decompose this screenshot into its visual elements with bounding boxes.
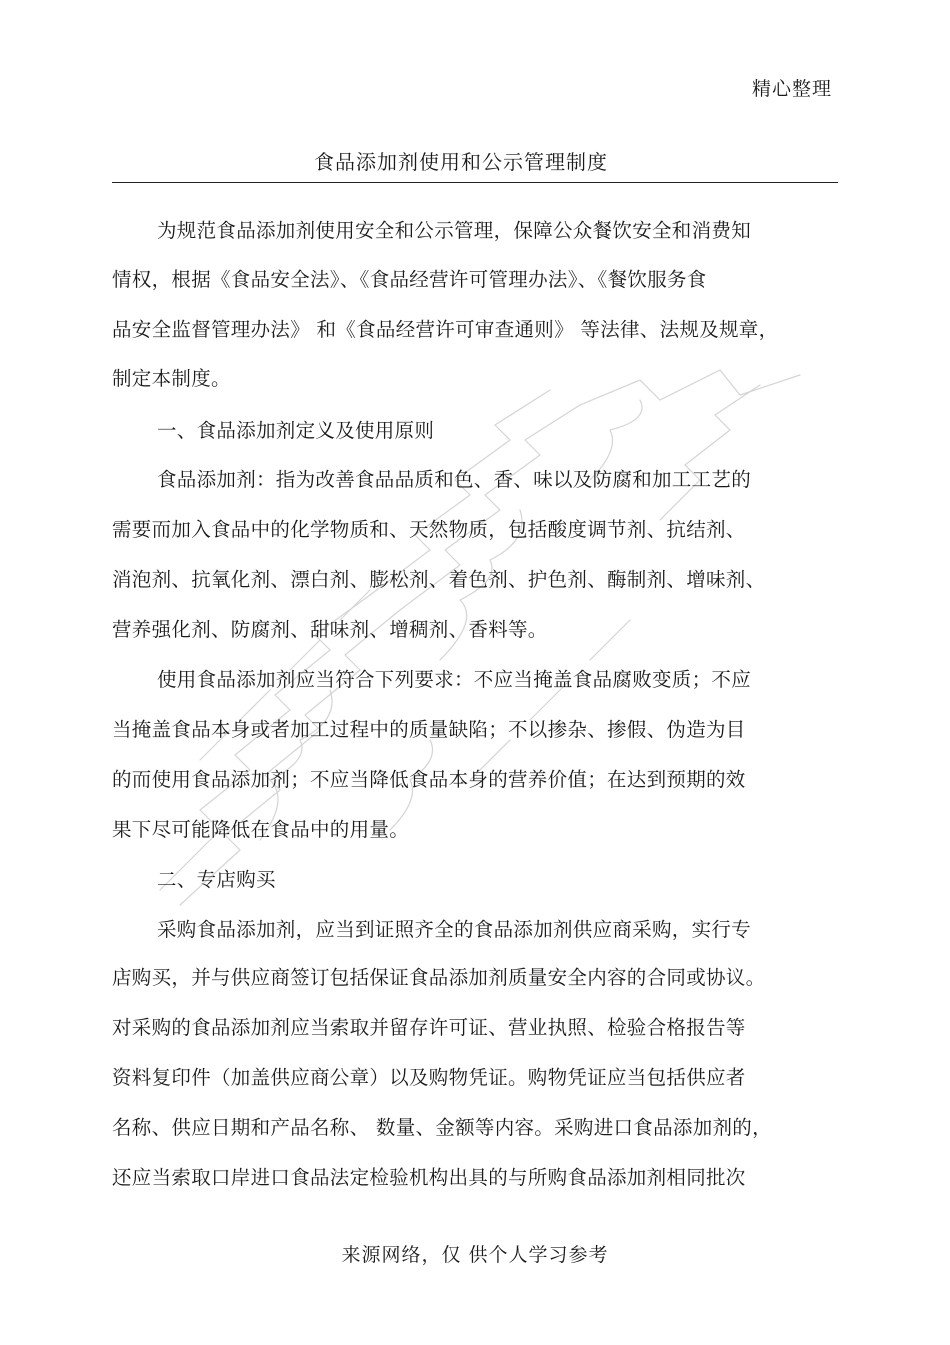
paragraph-line: 制定本制度。 — [112, 367, 231, 390]
paragraph-line: 需要而加入食品中的化学物质和、天然物质，包括酸度调节剂、抗结剂、 — [112, 518, 746, 541]
paragraph-line: 果下尽可能降低在食品中的用量。 — [112, 818, 410, 841]
title-divider — [112, 182, 838, 183]
section-heading: 一、食品添加剂定义及使用原则 — [157, 419, 435, 442]
paragraph-line: 使用食品添加剂应当符合下列要求：不应当掩盖食品腐败变质；不应 — [157, 668, 752, 691]
paragraph-line: 名称、供应日期和产品名称、 数量、金额等内容。采购进口食品添加剂的， — [112, 1116, 772, 1139]
paragraph-line: 对采购的食品添加剂应当索取并留存许可证、营业执照、检验合格报告等 — [112, 1016, 746, 1039]
document-title: 食品添加剂使用和公示管理制度 — [314, 150, 608, 174]
paragraph-line: 店购买，并与供应商签订包括保证食品添加剂质量安全内容的合同或协议。 — [112, 966, 766, 989]
section-heading: 二、专店购买 — [157, 868, 276, 891]
paragraph-line: 还应当索取口岸进口食品法定检验机构出具的与所购食品添加剂相同批次 — [112, 1166, 746, 1189]
paragraph-line: 情权，根据《食品安全法》、《食品经营许可管理办法》、《餐饮服务食 — [112, 268, 707, 291]
paragraph-line: 资料复印件（加盖供应商公章）以及购物凭证。购物凭证应当包括供应者 — [112, 1066, 746, 1089]
paragraph-line: 为规范食品添加剂使用安全和公示管理，保障公众餐饮安全和消费知 — [157, 219, 752, 242]
paragraph-line: 采购食品添加剂，应当到证照齐全的食品添加剂供应商采购，实行专 — [157, 918, 752, 941]
paragraph-line: 食品添加剂：指为改善食品品质和色、香、味以及防腐和加工工艺的 — [157, 468, 752, 491]
paragraph-line: 消泡剂、抗氧化剂、漂白剂、膨松剂、着色剂、护色剂、酶制剂、增味剂、 — [112, 568, 766, 591]
paragraph-line: 的而使用食品添加剂；不应当降低食品本身的营养价值；在达到预期的效 — [112, 768, 746, 791]
paragraph-line: 当掩盖食品本身或者加工过程中的质量缺陷；不以掺杂、掺假、伪造为目 — [112, 718, 746, 741]
header-note: 精心整理 — [751, 78, 832, 100]
paragraph-line: 营养强化剂、防腐剂、甜味剂、增稠剂、香料等。 — [112, 618, 548, 641]
footer-note: 来源网络，仅 供个人学习参考 — [341, 1244, 609, 1266]
paragraph-line: 品安全监督管理办法》 和《食品经营许可审查通则》 等法律、法规及规章， — [112, 318, 779, 341]
